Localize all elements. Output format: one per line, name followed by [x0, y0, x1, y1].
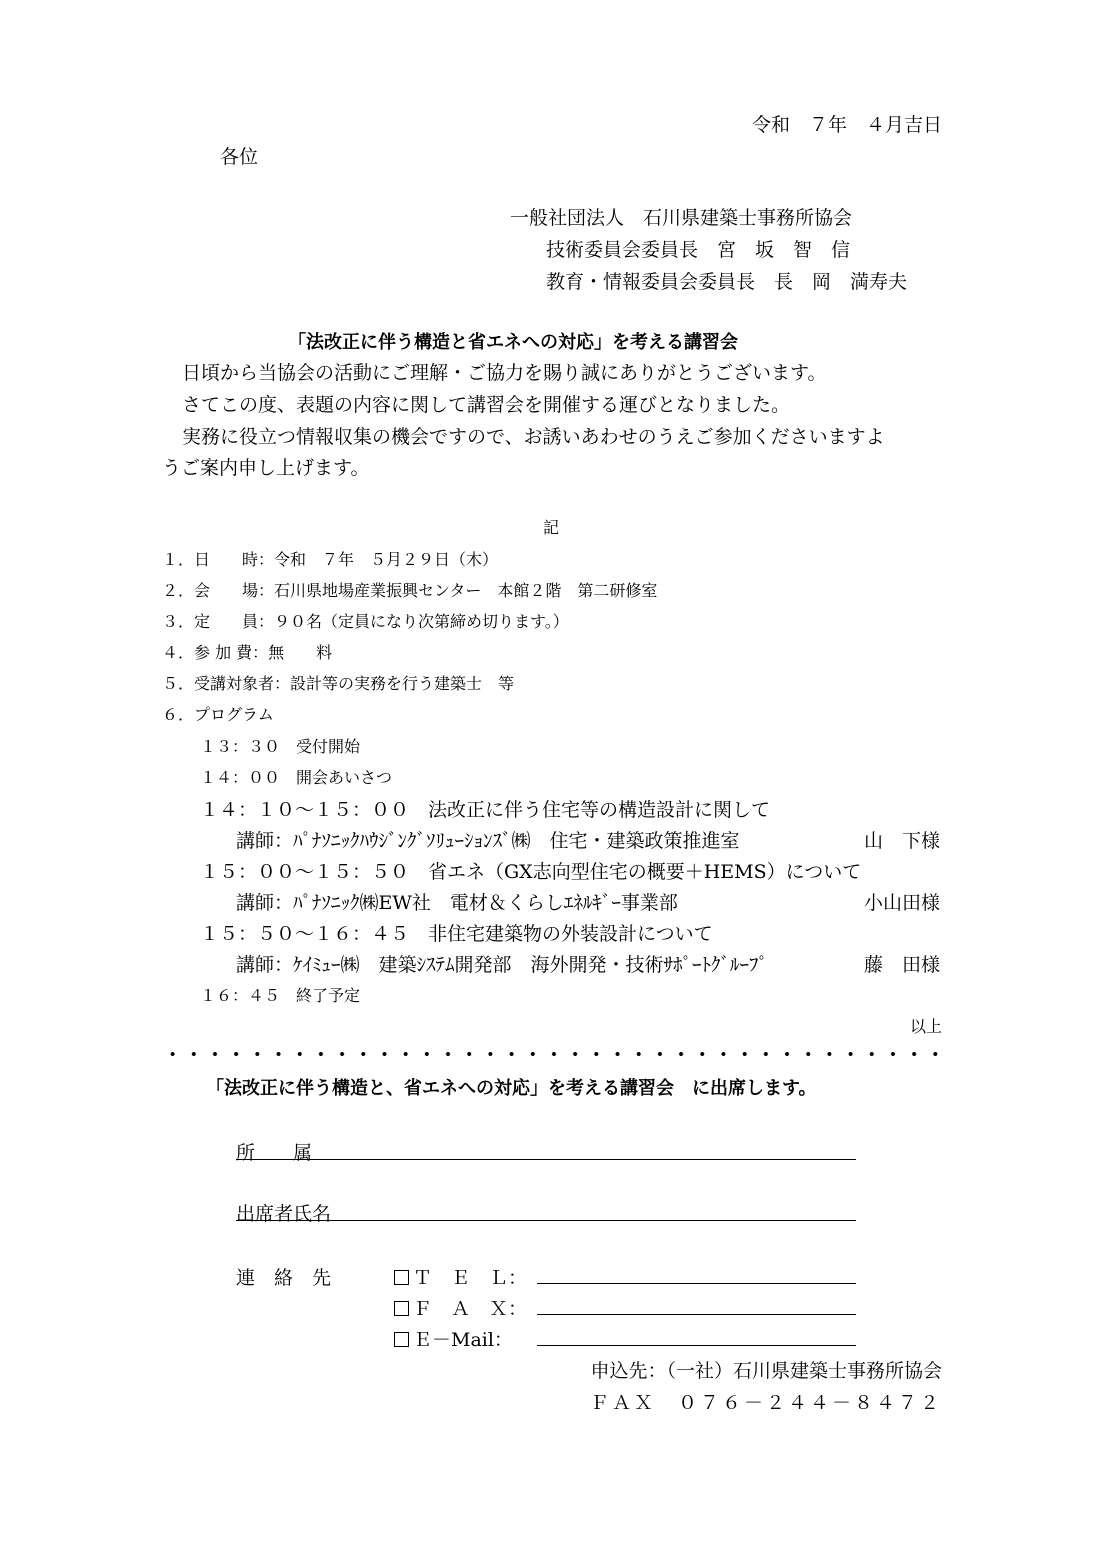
organization: 一般社団法人 石川県建築士事務所協会	[510, 207, 853, 229]
program-session-1-name: 山 下様	[863, 830, 940, 852]
submit-to: 申込先：（一社）石川県建築士事務所協会	[590, 1360, 942, 1382]
email-checkbox[interactable]	[394, 1332, 409, 1347]
program-session-1: １４：１０～１５：００ 法改正に伴う住宅等の構造設計に関して	[200, 799, 771, 821]
body-line-3: 実務に役立つ情報収集の機会ですので、お誘いあわせのうえご参加くださいますよ	[182, 426, 885, 448]
item-capacity: ３．定 員：９０名（定員になり次第締め切ります。）	[162, 612, 569, 631]
attendee-name-label: 出席者氏名	[236, 1203, 332, 1225]
cut-line-divider	[162, 1051, 947, 1057]
sender-education-committee: 教育・情報委員会委員長 長 岡 満寿夫	[546, 271, 908, 293]
fax-label: Ｆ Ａ Ｘ：	[413, 1298, 528, 1320]
body-line-1: 日頃から当協会の活動にご理解・ご協力を賜り誠にありがとうございます。	[182, 362, 827, 384]
item-audience: ５．受講対象者：設計等の実務を行う建築士 等	[162, 674, 515, 693]
body-line-2: さてこの度、表題の内容に関して講習会を開催する運びとなりました。	[182, 394, 791, 416]
affiliation-field[interactable]	[236, 1159, 856, 1160]
date: 令和 ７年 ４月吉日	[751, 114, 942, 136]
item-program: ６．プログラム	[162, 705, 274, 724]
fax-row	[394, 1294, 527, 1321]
submit-fax-number: ＦＡＸ ０７６－２４４－８４７２	[589, 1392, 942, 1414]
program-reception: １３：３０ 受付開始	[200, 737, 361, 756]
tel-row	[394, 1263, 527, 1290]
affiliation-label: 所 属	[236, 1142, 313, 1164]
tel-label: Ｔ Ｅ Ｌ：	[413, 1267, 528, 1289]
item-fee: ４．参 加 費：無 料	[162, 643, 333, 662]
program-session-2-name: 小山田様	[863, 892, 940, 914]
fax-checkbox[interactable]	[394, 1301, 409, 1316]
fax-field[interactable]	[537, 1314, 856, 1315]
program-session-3-lecturer: 講師：ｹｲﾐｭｰ㈱ 建築ｼｽﾃﾑ開発部 海外開発・技術ｻﾎﾟｰﾄｸﾞﾙｰﾌﾟ	[236, 954, 769, 976]
tel-field[interactable]	[537, 1283, 856, 1284]
attendee-name-field[interactable]	[236, 1220, 856, 1221]
program-opening: １４：００ 開会あいさつ	[200, 768, 393, 787]
item-date: １．日 時：令和 ７年 ５月２９日（木）	[162, 550, 499, 569]
ki-heading: 記	[543, 518, 560, 537]
email-label: Ｅ－Mail：	[413, 1329, 513, 1351]
contact-label: 連 絡 先	[236, 1267, 332, 1289]
addressee: 各位	[220, 146, 259, 168]
program-session-2-lecturer: 講師：ﾊﾟﾅｿﾆｯｸ㈱EW社 電材＆くらしｴﾈﾙｷﾞｰ事業部	[236, 892, 678, 914]
program-session-2: １５：００～１５：５０ 省エネ（GX志向型住宅の概要＋HEMS）について	[200, 861, 862, 883]
document-title: 「法改正に伴う構造と省エネへの対応」を考える講習会	[288, 332, 738, 353]
program-session-3-name: 藤 田様	[863, 954, 940, 976]
sender-technical-committee: 技術委員会委員長 宮 坂 智 信	[546, 239, 851, 261]
program-closing: １６：４５ 終了予定	[200, 986, 361, 1005]
body-line-4: うご案内申し上げます。	[162, 457, 370, 479]
program-session-1-lecturer: 講師：ﾊﾟﾅｿﾆｯｸﾊｳｼﾞﾝｸﾞｿﾘｭｰｼｮﾝｽﾞ㈱ 住宅・建築政策推進室	[236, 830, 740, 852]
item-venue: ２．会 場：石川県地場産業振興センター 本館２階 第二研修室	[162, 581, 658, 600]
form-title: 「法改正に伴う構造と、省エネへの対応」を考える講習会 に出席します。	[206, 1078, 817, 1099]
tel-checkbox[interactable]	[394, 1270, 409, 1285]
program-session-3: １５：５０～１６：４５ 非住宅建築物の外装設計について	[200, 923, 713, 945]
email-row	[394, 1325, 513, 1352]
email-field[interactable]	[537, 1345, 856, 1346]
end-mark: 以上	[909, 1017, 942, 1036]
